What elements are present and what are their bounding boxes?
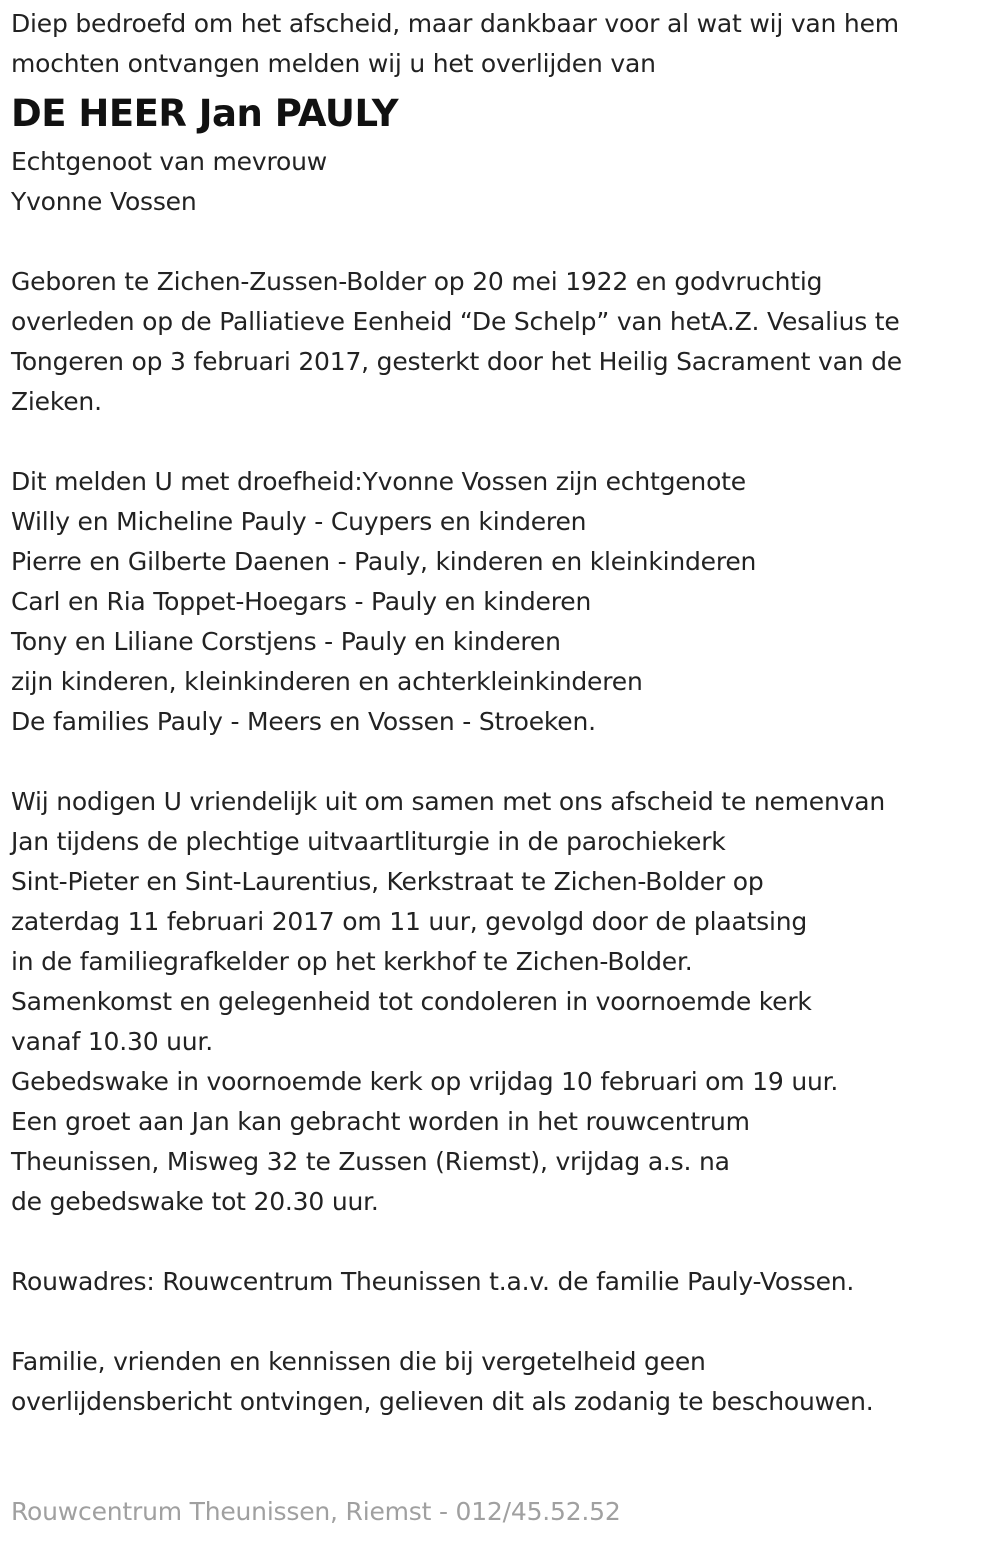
- intro-line: Diep bedroefd om het afscheid, maar dankbaar voor al wat wij van hem: [11, 9, 899, 38]
- family-line: Tony en Liliane Corstjens - Pauly en kinderen: [11, 627, 561, 656]
- funeral-line: vanaf 10.30 uur.: [11, 1027, 213, 1056]
- birth-death-line: Zieken.: [11, 387, 102, 416]
- birth-death-line: Geboren te Zichen-Zussen-Bolder op 20 mei 1922 en godvruchtig: [11, 267, 823, 296]
- funeral-home-footer: Rouwcentrum Theunissen, Riemst - 012/45.52.52: [11, 1497, 621, 1526]
- family-line: zijn kinderen, kleinkinderen en achterkleinkinderen: [11, 667, 643, 696]
- spouse-paragraph: [11, 142, 986, 222]
- spouse-line: Yvonne Vossen: [11, 187, 197, 216]
- intro-paragraph: [11, 4, 986, 84]
- family-line: Willy en Micheline Pauly - Cuypers en kinderen: [11, 507, 587, 536]
- family-line: Pierre en Gilberte Daenen - Pauly, kinderen en kleinkinderen: [11, 547, 757, 576]
- birth-death-paragraph: [11, 262, 986, 422]
- funeral-line: Jan tijdens de plechtige uitvaartliturgie in de parochiekerk: [11, 827, 726, 856]
- intro-line: mochten ontvangen melden wij u het overlijden van: [11, 49, 656, 78]
- birth-death-line: Tongeren op 3 februari 2017, gesterkt door het Heilig Sacrament van de: [11, 347, 902, 376]
- funeral-line: Een groet aan Jan kan gebracht worden in het rouwcentrum: [11, 1107, 750, 1136]
- obituary-notice: [11, 4, 986, 1422]
- spouse-line: Echtgenoot van mevrouw: [11, 147, 327, 176]
- funeral-line: in de familiegrafkelder op het kerkhof te Zichen-Bolder.: [11, 947, 693, 976]
- address-line: Rouwadres: Rouwcentrum Theunissen t.a.v. de familie Pauly-Vossen.: [11, 1267, 855, 1296]
- family-line: Dit melden U met droefheid:Yvonne Vossen zijn echtgenote: [11, 467, 746, 496]
- deceased-name: DE HEER Jan PAULY: [11, 92, 399, 135]
- funeral-line: Samenkomst en gelegenheid tot condoleren in voornoemde kerk: [11, 987, 812, 1016]
- family-line: Carl en Ria Toppet-Hoegars - Pauly en kinderen: [11, 587, 592, 616]
- funeral-line: Gebedswake in voornoemde kerk op vrijdag 10 februari om 19 uur.: [11, 1067, 839, 1096]
- closing-paragraph: [11, 1342, 986, 1422]
- funeral-line: zaterdag 11 februari 2017 om 11 uur, gevolgd door de plaatsing: [11, 907, 808, 936]
- funeral-line: Theunissen, Misweg 32 te Zussen (Riemst), vrijdag a.s. na: [11, 1147, 730, 1176]
- address-paragraph: [11, 1262, 986, 1302]
- closing-line: Familie, vrienden en kennissen die bij vergetelheid geen: [11, 1347, 706, 1376]
- birth-death-line: overleden op de Palliatieve Eenheid “De Schelp” van hetA.Z. Vesalius te: [11, 307, 900, 336]
- funeral-line: de gebedswake tot 20.30 uur.: [11, 1187, 379, 1216]
- closing-line: overlijdensbericht ontvingen, gelieven dit als zodanig te beschouwen.: [11, 1387, 874, 1416]
- family-line: De families Pauly - Meers en Vossen - Stroeken.: [11, 707, 596, 736]
- funeral-paragraph: [11, 782, 986, 1222]
- funeral-line: Sint-Pieter en Sint-Laurentius, Kerkstraat te Zichen-Bolder op: [11, 867, 764, 896]
- family-paragraph: [11, 462, 986, 742]
- funeral-line: Wij nodigen U vriendelijk uit om samen met ons afscheid te nemenvan: [11, 787, 885, 816]
